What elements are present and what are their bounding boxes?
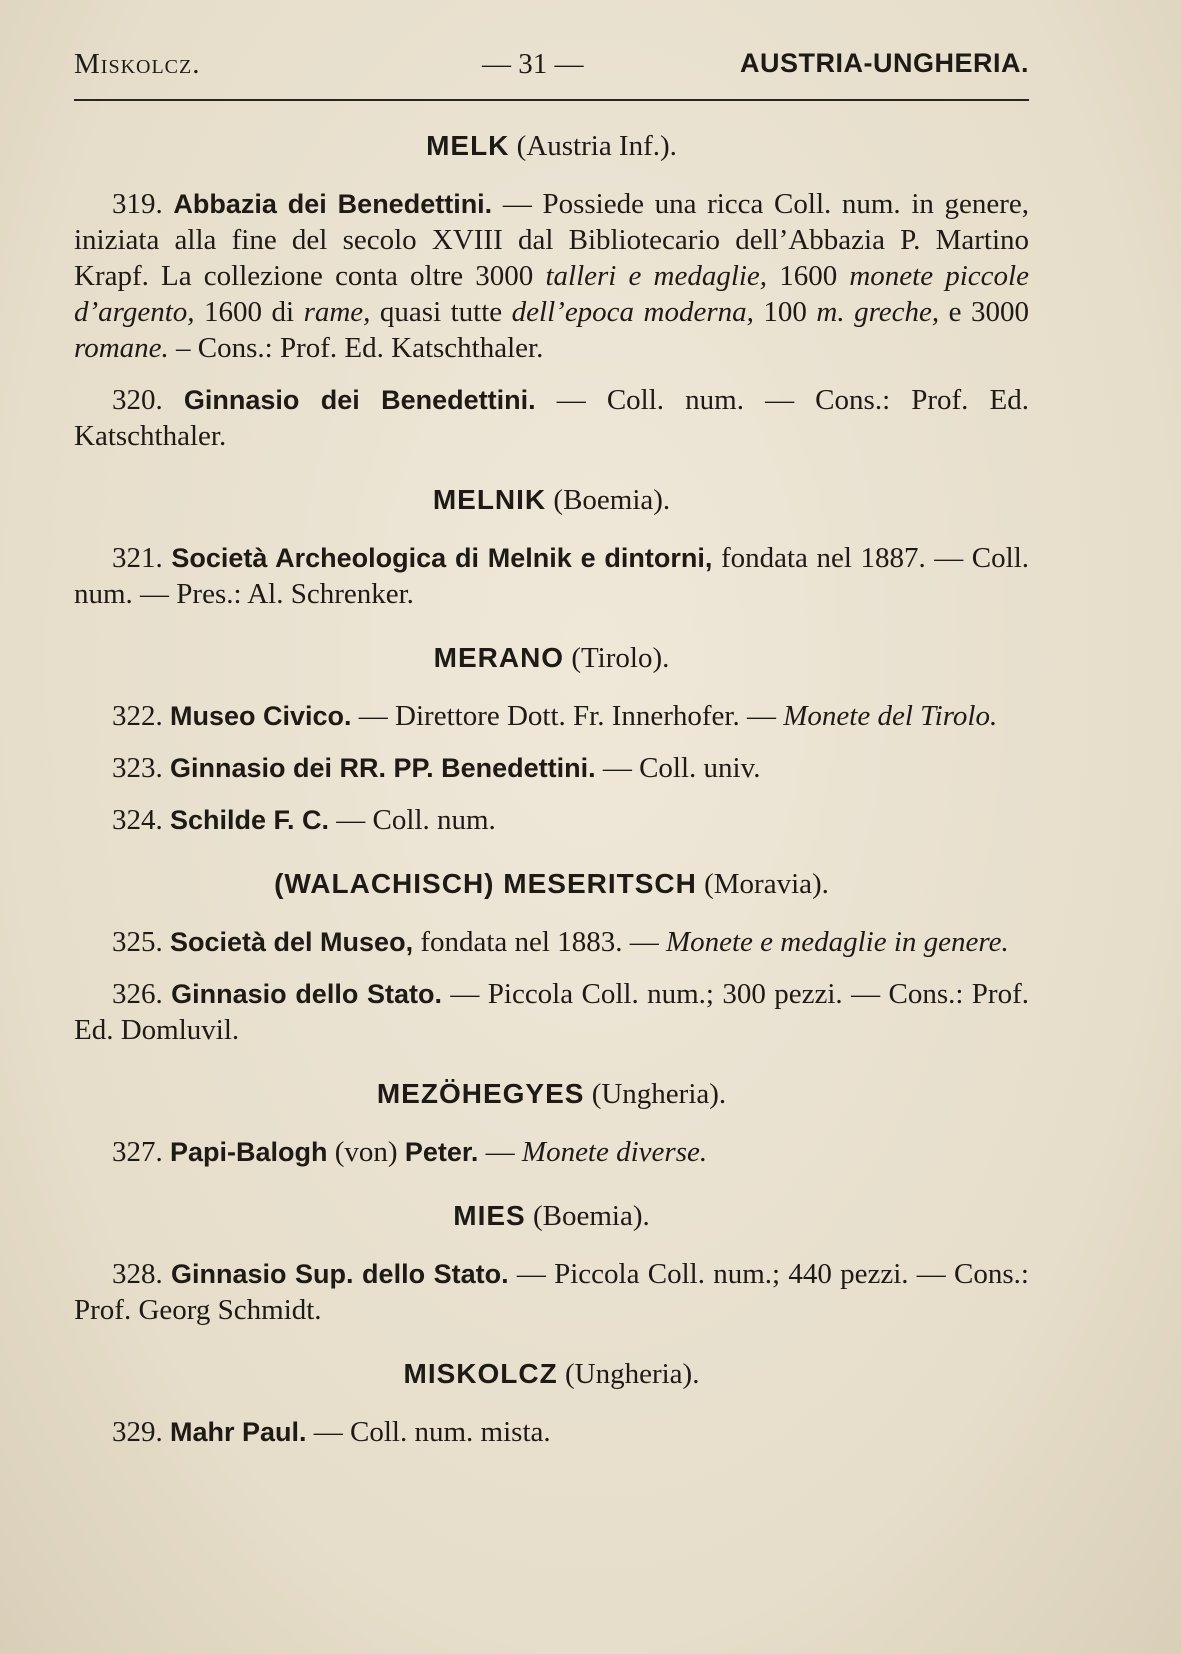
institution-name: Ginnasio Sup. dello Stato. — [171, 1259, 509, 1289]
running-head-right: AUSTRIA-UNGHERIA. — [740, 48, 1029, 78]
institution-name: Schilde F. C. — [170, 805, 330, 835]
entry-number: 319. — [112, 188, 163, 220]
institution-name: Società del Museo, — [170, 927, 414, 957]
place-heading-mezohegyes — [74, 1076, 1029, 1112]
entry-text: — Direttore Dott. Fr. Innerhofer. — — [351, 700, 784, 732]
entry-number: 322. — [112, 700, 163, 732]
entry-italic: m. greche, — [816, 296, 940, 328]
entry-text: 1600 — [767, 260, 850, 292]
place-region: (Moravia). — [704, 868, 829, 900]
entry-number: 324. — [112, 804, 163, 836]
entry-text: — Piccola Coll. num.; 300 pezzi. — Cons.: Prof. Ed. Domluvil. — [74, 978, 1029, 1046]
entry-323 — [74, 750, 1029, 786]
entry-italic: dell’epoca moderna, — [511, 296, 754, 328]
entry-324 — [74, 802, 1029, 838]
place-heading-merano — [74, 640, 1029, 676]
place-region: (Boemia). — [553, 484, 671, 516]
entry-italic: romane. — [74, 332, 169, 364]
institution-name: Ginnasio dello Stato. — [171, 979, 442, 1009]
entry-text: quasi tutte — [370, 296, 512, 328]
entry-text: — Coll. num. — [329, 804, 496, 836]
place-heading-melk — [74, 128, 1029, 164]
place-name: MELK — [426, 130, 510, 161]
place-name: MELNIK — [432, 484, 547, 515]
entry-number: 329. — [112, 1416, 163, 1448]
entry-text: 1600 di — [194, 296, 304, 328]
entry-327 — [74, 1134, 1029, 1170]
entry-text: — Coll. univ. — [595, 752, 761, 784]
entry-italic: monete piccole d’argento, — [74, 260, 1029, 328]
entry-text: — Possiede una ricca Coll. num. in genere, iniziata alla fine del secolo XVIII dal Bibliotecario dell’Abbazia P. Martino Krapf. La collezione conta oltre 3000 — [74, 188, 1030, 292]
place-region: (Ungheria). — [565, 1358, 700, 1390]
institution-name: Società Archeologica di Melnik e dintorni, — [171, 543, 713, 573]
person-name: Mahr Paul. — [170, 1417, 307, 1447]
entry-number: 323. — [112, 752, 163, 784]
entry-text: – Cons.: Prof. Ed. Katschthaler. — [168, 332, 544, 364]
entry-320 — [74, 382, 1029, 454]
place-region: (Tirolo). — [571, 642, 670, 674]
entry-text: — — [478, 1136, 522, 1168]
entry-text: e 3000 — [939, 296, 1030, 328]
entry-number: 326. — [112, 978, 163, 1010]
entry-329 — [74, 1414, 1029, 1450]
entry-328 — [74, 1256, 1029, 1328]
entry-number: 328. — [112, 1258, 163, 1290]
entry-text: fondata nel 1883. — — [413, 926, 666, 958]
place-name: MERANO — [433, 642, 565, 673]
person-name-cont: Peter. — [404, 1137, 479, 1167]
page-header — [74, 48, 1029, 88]
entry-321 — [74, 540, 1029, 612]
place-name: MIES — [453, 1200, 526, 1231]
entry-italic: Monete diverse. — [521, 1136, 708, 1168]
entry-text: — Piccola Coll. num.; 440 pezzi. — Cons.: Prof. Georg Schmidt. — [74, 1258, 1029, 1326]
person-name: Papi-Balogh — [170, 1137, 328, 1167]
place-name: MISKOLCZ — [403, 1358, 558, 1389]
entry-number: 325. — [112, 926, 163, 958]
institution-name: Ginnasio dei Benedettini. — [183, 385, 536, 415]
institution-name: Ginnasio dei RR. PP. Benedettini. — [170, 753, 596, 783]
place-name: MEZÖHEGYES — [376, 1078, 585, 1109]
entry-text: — Coll. num. — Cons.: Prof. Ed. Katschthaler. — [74, 384, 1029, 452]
page-number: — 31 — — [482, 48, 584, 80]
page-body — [74, 128, 1029, 1466]
entry-italic: Monete e medaglie in genere. — [665, 926, 1009, 958]
place-region: (Boemia). — [532, 1200, 650, 1232]
entry-322 — [74, 698, 1029, 734]
entry-text: — Coll. num. mista. — [306, 1416, 551, 1448]
entry-italic: rame, — [303, 296, 371, 328]
institution-name: Museo Civico. — [170, 701, 352, 731]
entry-325 — [74, 924, 1029, 960]
entry-italic: Monete del Tirolo. — [783, 700, 998, 732]
entry-text: fondata nel 1887. — Coll. num. — Pres.: Al. Schrenker. — [74, 542, 1029, 610]
entry-number: 320. — [112, 384, 163, 416]
entry-319 — [74, 186, 1029, 366]
place-region: (Austria Inf.). — [516, 130, 677, 162]
running-head-left: Miskolcz. — [74, 48, 201, 80]
place-heading-meseritsch — [74, 866, 1029, 902]
entry-number: 327. — [112, 1136, 163, 1168]
entry-number: 321. — [112, 542, 163, 574]
place-heading-mies — [74, 1198, 1029, 1234]
entry-text: 100 — [753, 296, 817, 328]
place-region: (Ungheria). — [591, 1078, 727, 1110]
place-name: (WALACHISCH) MESERITSCH — [274, 868, 697, 899]
entry-text: (von) — [327, 1136, 405, 1168]
institution-name: Abbazia dei Benedettini. — [173, 189, 493, 219]
entry-italic: talleri e medaglie, — [545, 260, 768, 292]
entry-326 — [74, 976, 1029, 1048]
header-rule — [74, 99, 1029, 101]
place-heading-miskolcz — [74, 1356, 1029, 1392]
place-heading-melnik — [74, 482, 1029, 518]
